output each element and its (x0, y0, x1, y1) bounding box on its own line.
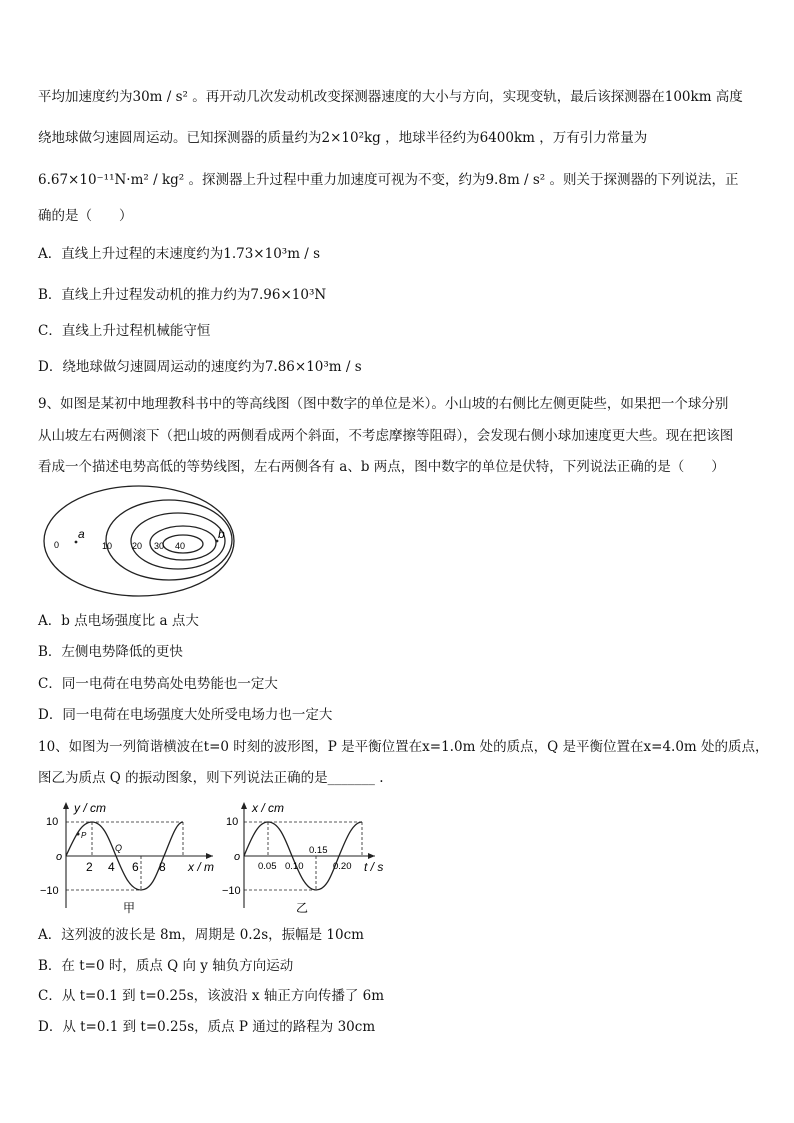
q9-option-a: A．b 点电场强度比 a 点大 (38, 613, 199, 629)
q9-text-line-1: 9、如图是某初中地理教科书中的等高线图（图中数字的单位是米）。小山坡的右侧比左侧更陡些，如果把一个球分别 (38, 396, 729, 412)
q8-option-a: A．直线上升过程的末速度约为1.73×10³m / s (38, 246, 321, 262)
q9-option-c: C．同一电荷在电势高处电势能也一定大 (38, 676, 278, 692)
q10-option-b: B．在 t=0 时，质点 Q 向 y 轴负方向运动 (38, 958, 294, 974)
yi-xlabel: t / s (364, 860, 384, 874)
jia-label-q: Q (115, 843, 123, 853)
jia-xlabel: x / m (188, 860, 214, 874)
jia-label-p: P (81, 831, 87, 840)
label-10: 10 (102, 541, 113, 551)
q10-option-d: D．从 t=0.1 到 t=0.25s，质点 P 通过的路程为 30cm (38, 1019, 376, 1035)
jia-y-top: 10 (46, 816, 59, 828)
yi-y-bottom: −10 (222, 885, 241, 897)
label-0: 0 (54, 540, 60, 550)
q9-text-line-2: 从山坡左右两侧滚下（把山坡的两侧看成两个斜面，不考虑摩擦等阻碍），会发现右侧小球加速度更大些。现在把该图 (38, 428, 734, 444)
q8-option-d: D．绕地球做匀速圆周运动的速度约为7.86×10³m / s (38, 359, 362, 375)
q10-text-line-2: 图乙为质点 Q 的振动图象，则下列说法正确的是_______ . (38, 770, 384, 786)
q8-option-b: B．直线上升过程发动机的推力约为7.96×10³N (38, 287, 327, 303)
jia-xtick-2: 2 (86, 860, 93, 874)
point-p (77, 833, 80, 836)
label-a: a (78, 527, 85, 541)
jia-caption: 甲 (123, 901, 136, 915)
q8-text-line-1: 平均加速度约为30m / s² 。再开动几次发动机改变探测器速度的大小与方向，实现变轨，最后该探测器在100km 高度 (38, 89, 743, 105)
q9-text-line-3: 看成一个描述电势高低的等势线图，左右两侧各有 a、b 两点，图中数字的单位是伏特，下列说法正确的是（ ） (38, 459, 725, 475)
jia-xtick-6: 6 (132, 860, 139, 874)
yi-xtick-015: 0.15 (309, 845, 328, 856)
q8-text-line-4: 确的是（ ） (38, 208, 133, 224)
yi-xtick-010: 0.10 (285, 861, 304, 872)
vibration-graph-yi (222, 798, 392, 920)
yi-y-top: 10 (226, 816, 239, 828)
label-20: 20 (132, 541, 143, 551)
jia-xtick-4: 4 (108, 860, 115, 874)
q9-option-b: B．左侧电势降低的更快 (38, 644, 183, 660)
yi-xtick-020: 0.20 (333, 861, 352, 872)
yi-xtick-005: 0.05 (258, 861, 277, 872)
q9-option-d: D．同一电荷在电场强度大处所受电场力也一定大 (38, 707, 333, 723)
q10-text-line-1: 10、如图为一列简谐横波在t=0 时刻的波形图，P 是平衡位置在x=1.0m 处的质点，Q 是平衡位置在x=4.0m 处的质点， (38, 739, 769, 755)
q10-option-c: C．从 t=0.1 到 t=0.25s，该波沿 x 轴正方向传播了 6m (38, 988, 385, 1004)
yi-ylabel: x / cm (252, 801, 284, 815)
q8-text-line-2: 绕地球做匀速圆周运动。已知探测器的质量约为2×10²kg ，地球半径约为6400km ，万有引力常量为 (38, 130, 648, 146)
q8-text-line-3: 6.67×10⁻¹¹N·m² / kg² 。探测器上升过程中重力加速度可视为不变，约为9.8m / s² 。则关于探测器的下列说法，正 (38, 172, 739, 188)
jia-y-bottom: −10 (40, 885, 59, 897)
label-40: 40 (175, 541, 186, 551)
contour-figure (40, 482, 240, 604)
yi-caption: 乙 (296, 901, 309, 915)
point-a (75, 541, 78, 544)
wave-graph-jia (38, 798, 218, 920)
yi-origin: o (234, 851, 241, 863)
jia-origin: o (56, 851, 63, 863)
jia-ylabel: y / cm (74, 801, 106, 815)
jia-xtick-8: 8 (159, 860, 166, 874)
q8-option-c: C．直线上升过程机械能守恒 (38, 323, 211, 339)
label-b: b (218, 527, 225, 541)
q10-option-a: A．这列波的波长是 8m，周期是 0.2s，振幅是 10cm (38, 927, 364, 943)
label-30: 30 (154, 541, 165, 551)
